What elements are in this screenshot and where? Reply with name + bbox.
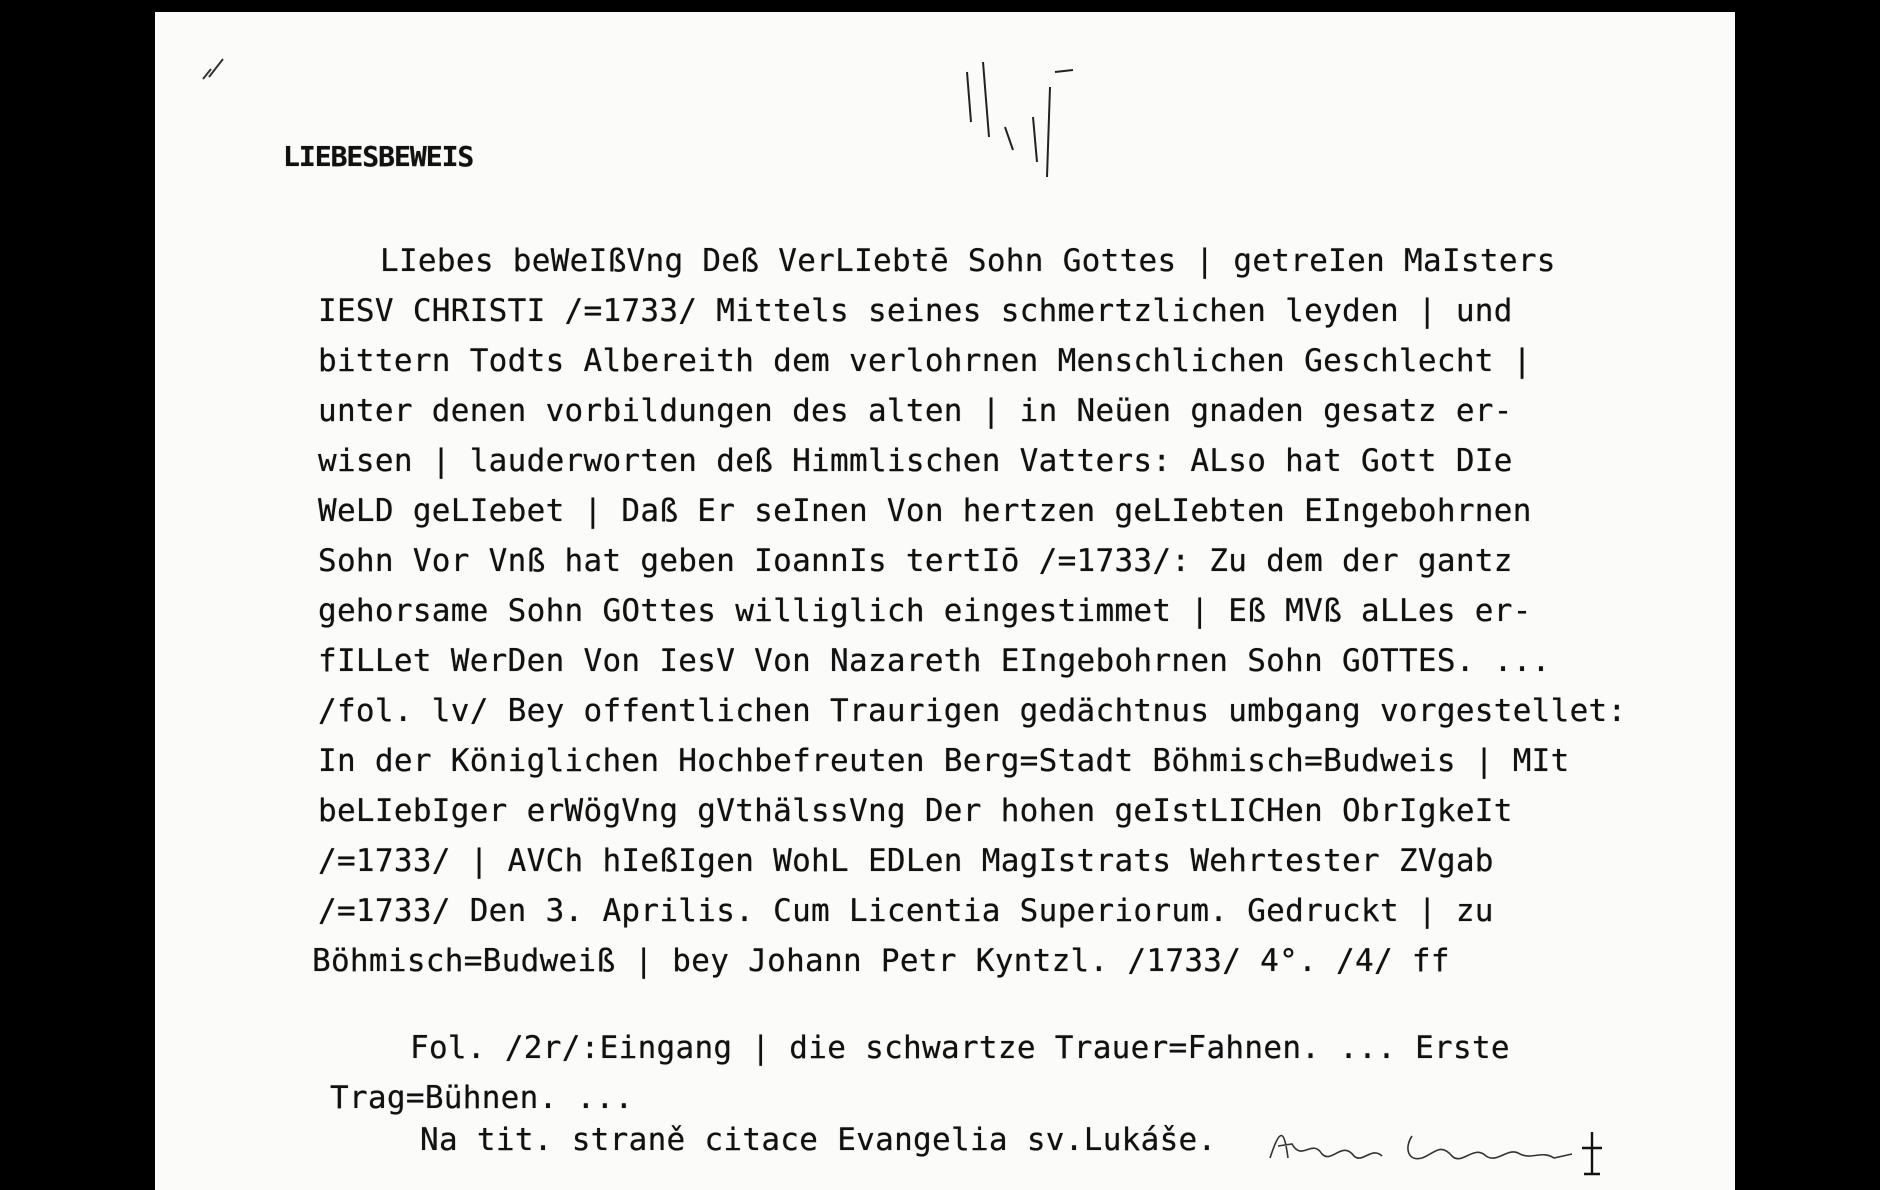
body-line: /=1733/ | AVCh hIeßIgen WohL EDLen MagIstrats Wehrtester ZVgab <box>318 843 1494 879</box>
document-heading: LIEBESBEWEIS <box>283 140 474 173</box>
body-line: /=1733/ Den 3. Aprilis. Cum Licentia Superiorum. Gedruckt | zu <box>318 893 1494 929</box>
body-line: WeLD geLIebet | Daß Er seInen Von hertzen geLIebten EIngebohrnen <box>318 493 1532 529</box>
body-line: Sohn Vor Vnß hat geben IoannIs tertIō /=1733/: Zu dem der gantz <box>318 543 1513 579</box>
body-line: IESV CHRISTI /=1733/ Mittels seines schmertzlichen leyden | und <box>318 293 1513 329</box>
body-line: /fol. lv/ Bey offentlichen Traurigen gedächtnus umbgang vorgestellet: <box>318 693 1627 729</box>
handwritten-number-mark <box>955 52 1125 192</box>
folio-line: Trag=Bühnen. ... <box>330 1080 634 1116</box>
body-line: In der Königlichen Hochbefreuten Berg=Stadt Böhmisch=Budweis | MIt <box>318 743 1570 779</box>
catalog-note: Na tit. straně citace Evangelia sv.Lukáše. <box>420 1122 1217 1158</box>
body-line: fILLet WerDen Von IesV Von Nazareth EIngebohrnen Sohn GOTTES. ... <box>318 643 1551 679</box>
body-line: bittern Todts Albereith dem verlohrnen Menschlichen Geschlecht | <box>318 343 1532 379</box>
body-line: beLIebIger erWögVng gVthälssVng Der hohen geIstLICHen ObrIgkeIt <box>318 793 1513 829</box>
body-line: Böhmisch=Budweiß | bey Johann Petr Kyntzl. /1733/ 4°. /4/ ff <box>312 943 1450 979</box>
folio-line: Fol. /2r/:Eingang | die schwartze Trauer=Fahnen. ... Erste <box>410 1030 1510 1066</box>
body-line: wisen | lauderworten deß Himmlischen Vatters: ALso hat Gott DIe <box>318 443 1513 479</box>
margin-scribble-mark <box>195 47 255 97</box>
body-line: gehorsame Sohn GOttes williglich eingestimmet | Eß MVß aLLes er- <box>318 593 1532 629</box>
body-line: unter denen vorbildungen des alten | in Neüen gnaden gesatz er- <box>318 393 1513 429</box>
handwritten-signature <box>1262 1118 1642 1178</box>
body-line: LIebes beWeIßVng Deß VerLIebtē Sohn Gottes | getreIen MaIsters <box>380 243 1556 279</box>
